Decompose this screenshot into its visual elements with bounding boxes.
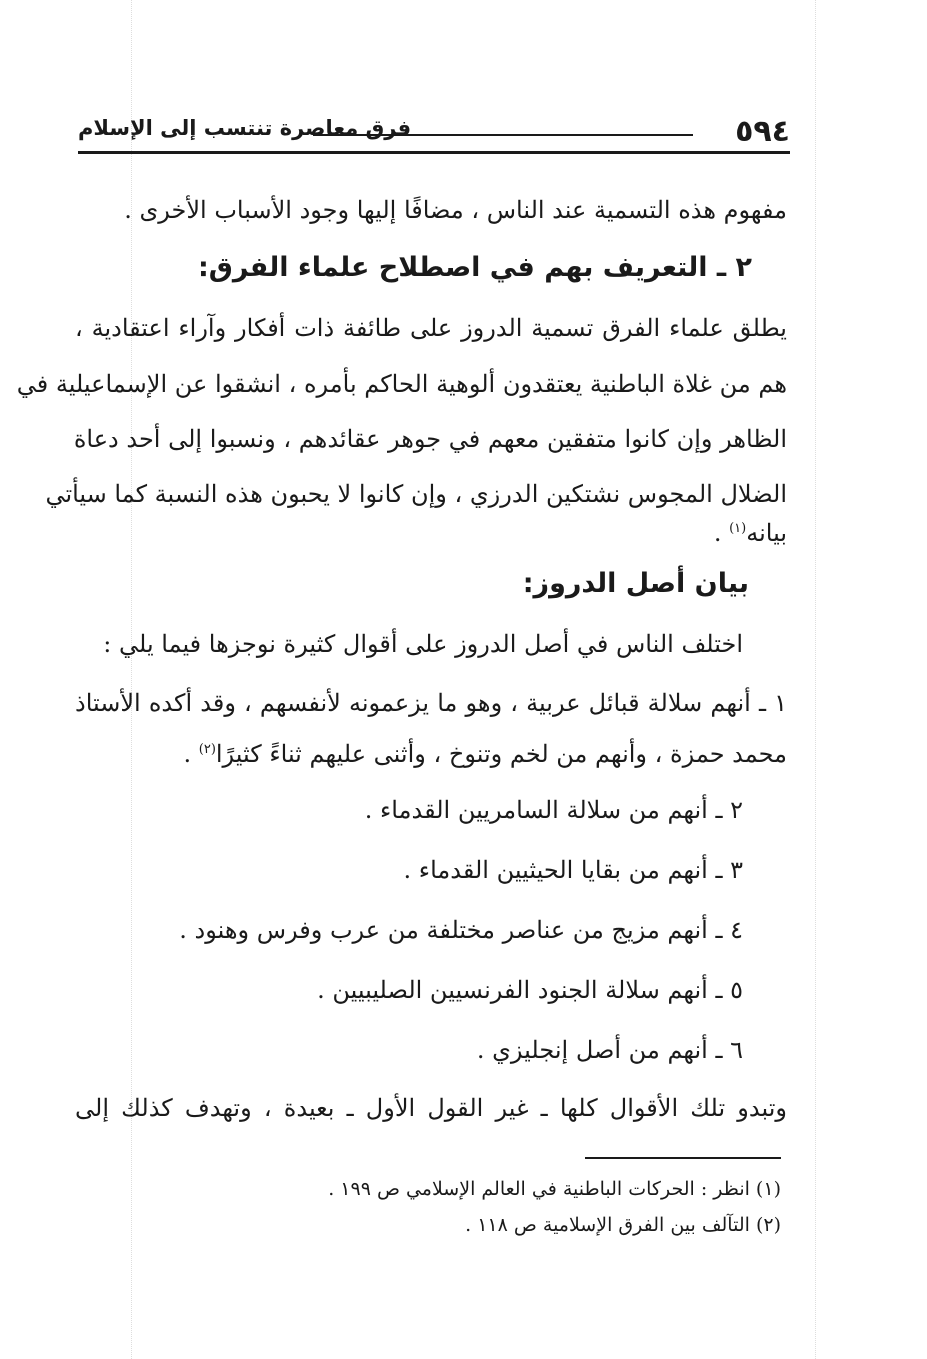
- scan-artifact-line: [815, 0, 816, 1359]
- paragraph-line: الظاهر وإن كانوا متفقين معهم في جوهر عقائدهم ، ونسبوا إلى أحد دعاة: [73, 425, 787, 453]
- list-item: ٢ ـ أنهم من سلالة السامريين القدماء .: [364, 796, 743, 824]
- header-rule: [78, 151, 790, 154]
- paragraph-line-last: [75, 511, 787, 551]
- running-header: [78, 112, 790, 152]
- paragraph-line: يطلق علماء الفرق تسمية الدروز على طائفة ذات أفكار وآراء اعتقادية ،: [75, 314, 787, 342]
- list-item: ٣ ـ أنهم من بقايا الحيثيين القدماء .: [403, 856, 743, 884]
- list-item-1-line-2: [75, 732, 787, 772]
- running-title: فرق معاصرة تنتسب إلى الإسلام: [78, 116, 412, 140]
- list-item: ٤ ـ أنهم مزيج من عناصر مختلفة من عرب وفرس وهنود .: [179, 916, 743, 944]
- footnote-marker: (١): [729, 521, 747, 536]
- closing-line: وتبدو تلك الأقوال كلها ـ غير القول الأول ـ بعيدة ، وتهدف كذلك إلى: [75, 1094, 787, 1122]
- paragraph-text: بيانه: [746, 519, 787, 547]
- intro-line: مفهوم هذه التسمية عند الناس ، مضافًا إليها وجود الأسباب الأخرى .: [124, 196, 787, 224]
- paragraph-line: الضلال المجوس نشتكين الدرزي ، وإن كانوا لا يحبون هذه النسبة كما سيأتي: [45, 480, 787, 508]
- footnote-2: (٢) التآلف بين الفرق الإسلامية ص ١١٨ .: [465, 1214, 781, 1236]
- section-heading-origin: بيان أصل الدروز:: [522, 568, 749, 599]
- list-item: ٦ ـ أنهم من أصل إنجليزي .: [476, 1036, 743, 1064]
- list-item-tail: .: [183, 740, 199, 768]
- footnote-separator: [585, 1157, 781, 1159]
- page-number: ٥٩٤: [735, 114, 790, 149]
- paragraph-tail: .: [713, 519, 730, 547]
- list-item: ٥ ـ أنهم سلالة الجنود الفرنسيين الصليبيين .: [317, 976, 743, 1004]
- footnote-1: (١) انظر : الحركات الباطنية في العالم الإسلامي ص ١٩٩ .: [328, 1178, 781, 1200]
- footnote-marker: (٢): [198, 742, 216, 757]
- paragraph-line: هم من غلاة الباطنية يعتقدون ألوهية الحاكم بأمره ، انشقوا عن الإسماعيلية في: [16, 370, 787, 398]
- section-heading-definition: ٢ ـ التعريف بهم في اصطلاح علماء الفرق:: [197, 252, 752, 283]
- list-item-text: محمد حمزة ، وأنهم من لخم وتنوخ ، وأثنى عليهم ثناءً كثيرًا: [215, 740, 787, 768]
- origin-intro: اختلف الناس في أصل الدروز على أقوال كثيرة نوجزها فيما يلي :: [103, 630, 743, 658]
- list-item-1-line-1: ١ ـ أنهم سلالة قبائل عربية ، وهو ما يزعمونه لأنفسهم ، وقد أكده الأستاذ: [75, 689, 787, 717]
